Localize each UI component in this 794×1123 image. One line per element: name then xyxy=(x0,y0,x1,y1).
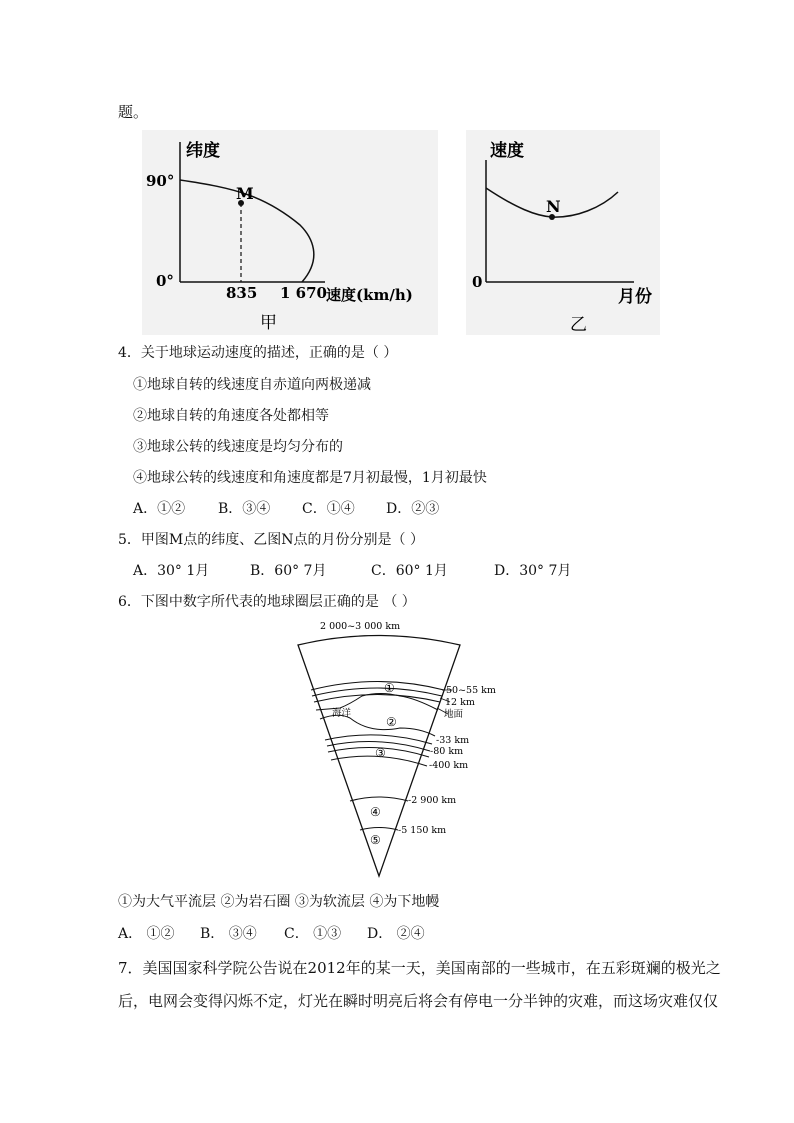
label-12km: 12 km xyxy=(445,697,475,708)
circle-3: ③ xyxy=(375,746,386,760)
yi-y-label: 速度 xyxy=(490,141,524,161)
yi-x-label: 月份 xyxy=(618,287,652,307)
q4-item-4: ④地球公转的线速度和角速度都是7月初最慢，1月初最快 xyxy=(133,470,487,486)
circle-4: ④ xyxy=(370,805,381,819)
q6-statement: ①为大气平流层 ②为岩石圈 ③为软流层 ④为下地幔 xyxy=(118,894,440,910)
q5-stem: 5．甲图M点的纬度、乙图N点的月份分别是（ ） xyxy=(118,532,424,548)
earth-layers-figure xyxy=(290,618,510,883)
q6-option-a: A． ①② xyxy=(118,926,175,942)
circle-5: ⑤ xyxy=(370,833,381,847)
intro-text: 题。 xyxy=(118,103,149,121)
jia-point-label: M xyxy=(236,184,254,203)
q4-item-3: ③地球公转的线速度是均匀分布的 xyxy=(133,439,343,455)
figure-yi xyxy=(466,130,666,335)
label-50km: 50~55 km xyxy=(446,685,496,696)
label-33km: -33 km xyxy=(436,735,470,746)
arc-2900km xyxy=(350,797,408,801)
q4-option-a: A．①② xyxy=(133,501,186,517)
figure-jia xyxy=(140,130,440,335)
label-2900km: -2 900 km xyxy=(408,795,457,806)
q5-option-a: A．30° 1月 xyxy=(133,563,210,579)
jia-y-tick-zero: 0° xyxy=(156,272,174,290)
q5-option-c: C．60° 1月 xyxy=(371,563,448,579)
jia-x-label: 速度(km/h) xyxy=(326,286,413,304)
q4-item-2: ②地球自转的角速度各处都相等 xyxy=(133,408,329,424)
jia-y-tick-top: 90° xyxy=(146,172,175,190)
q4-stem: 4．关于地球运动速度的描述，正确的是（ ） xyxy=(118,345,398,361)
circle-2: ② xyxy=(386,715,397,729)
q6-option-c: C． ①③ xyxy=(284,926,342,942)
arc-50km xyxy=(311,682,444,691)
label-5150km: -5 150 km xyxy=(398,825,447,836)
arc-5150km xyxy=(360,828,398,831)
yi-point-label: N xyxy=(546,197,561,216)
q7-line-1: 7．美国国家科学院公告说在2012年的某一天，美国南部的一些城市，在五彩斑斓的极光之 xyxy=(118,959,721,977)
yi-origin-label: 0 xyxy=(472,273,483,291)
arc-ground xyxy=(314,695,440,703)
yi-caption: 乙 xyxy=(570,315,587,335)
q4-option-b: B．③④ xyxy=(218,501,271,517)
arc-33km xyxy=(325,735,432,744)
jia-x-tick-2: 1 670 xyxy=(280,284,327,302)
jia-y-label: 纬度 xyxy=(186,141,220,161)
q5-option-d: D．30° 7月 xyxy=(494,563,572,579)
circle-1: ① xyxy=(384,681,395,695)
q7-line-2: 后，电网会变得闪烁不定，灯光在瞬时明亮后将会有停电一分半钟的灾难，而这场灾难仅仅 xyxy=(118,992,719,1010)
q6-option-d: D． ②④ xyxy=(367,926,425,942)
q4-item-1: ①地球自转的线速度自赤道向两极递减 xyxy=(133,377,371,393)
jia-caption: 甲 xyxy=(260,313,277,333)
label-400km: -400 km xyxy=(429,760,469,771)
jia-x-tick-1: 835 xyxy=(226,284,258,302)
q4-option-c: C．①④ xyxy=(302,501,355,517)
label-ground: 地面 xyxy=(444,709,464,720)
label-80km: -80 km xyxy=(430,746,464,757)
label-ocean: 海洋 xyxy=(332,708,352,719)
q4-option-d: D．②③ xyxy=(386,501,440,517)
q5-option-b: B．60° 7月 xyxy=(250,563,327,579)
label-top: 2 000~3 000 km xyxy=(320,621,401,632)
q6-option-b: B． ③④ xyxy=(200,926,257,942)
q6-stem: 6．下图中数字所代表的地球圈层正确的是 （ ） xyxy=(118,594,416,610)
